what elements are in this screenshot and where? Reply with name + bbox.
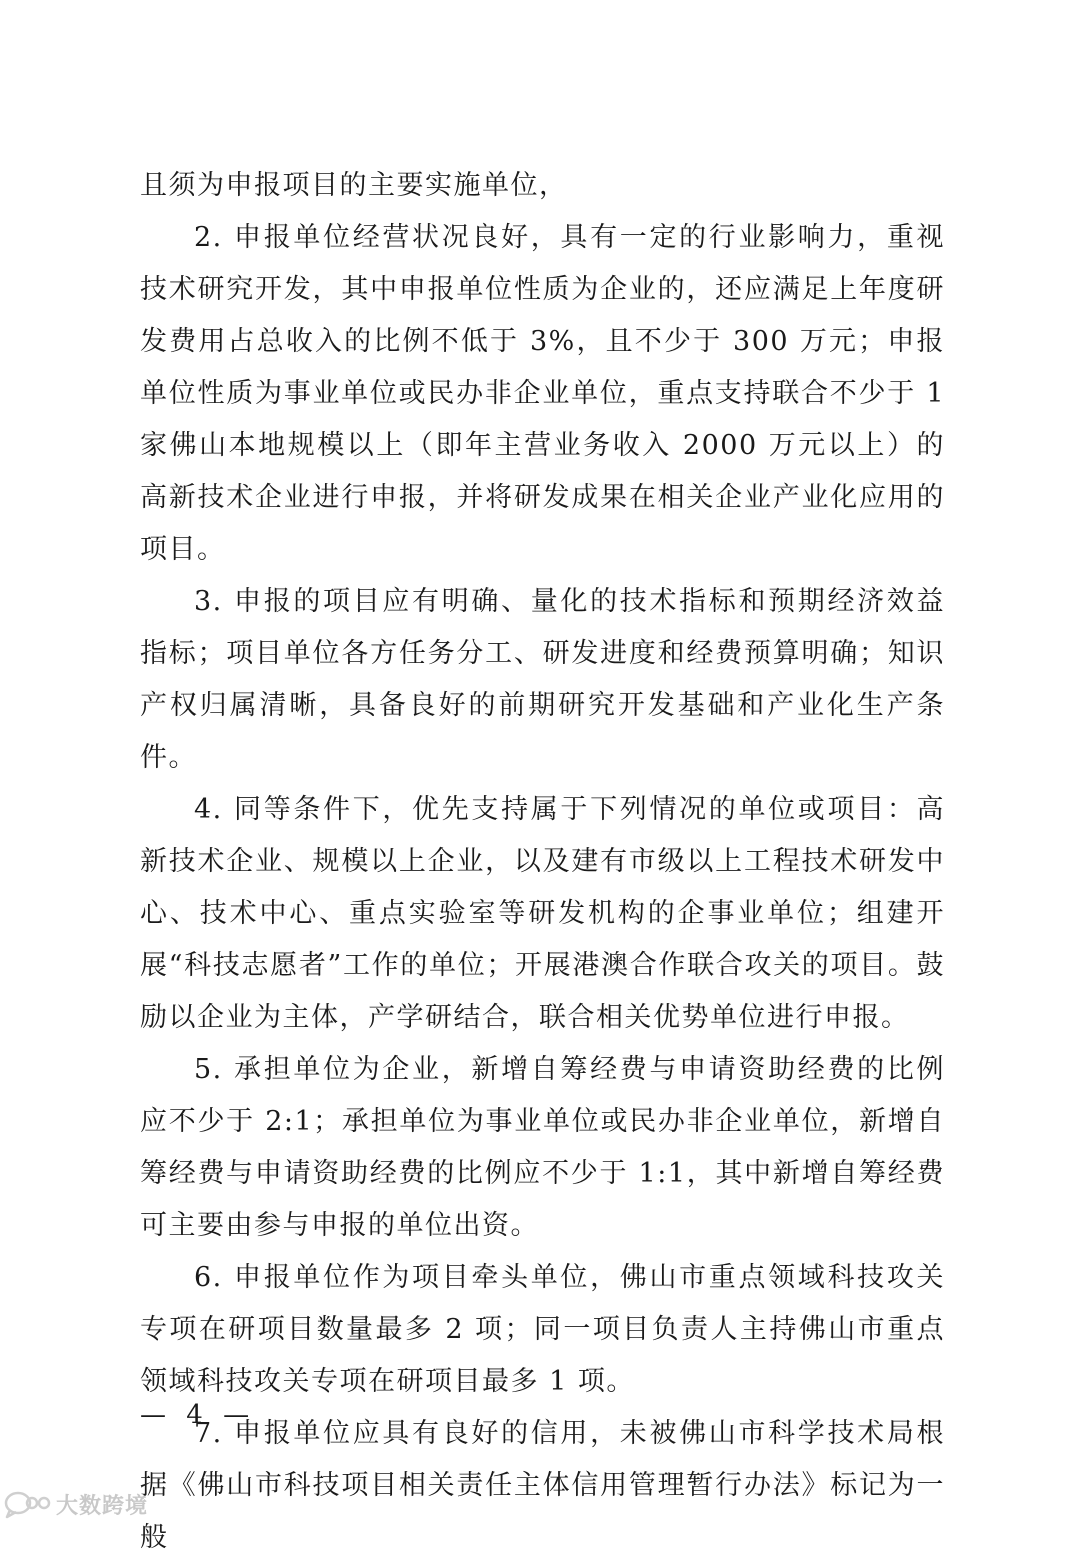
- paragraph-item-6: 6. 申报单位作为项目牵头单位，佛山市重点领域科技攻关专项在研项目数量最多 2 项；同一项目负责人主持佛山市重点领域科技攻关专项在研项目最多 1 项。: [140, 1262, 945, 1397]
- chat-bubble-logo-icon: [4, 1489, 52, 1519]
- paragraph-item-2: 2. 申报单位经营状况良好，具有一定的行业影响力，重视技术研究开发，其中申报单位性质为企业的，还应满足上年度研发费用占总收入的比例不低于 3%，且不少于 300 万元；申报单位性质为事业单位或民办非企业单位，重点支持联合不少于 1 家佛山本地规模以上（即年主营业务收入 2000 万元以上）的高新技术企业进行申报，并将研发成果在相关企业产业化应用的项目。: [140, 222, 945, 565]
- paragraph-item-5: 5. 承担单位为企业，新增自筹经费与申请资助经费的比例应不少于 2:1；承担单位为事业单位或民办非企业单位，新增自筹经费与申请资助经费的比例应不少于 1:1，其中新增自筹经费可主要由参与申报的单位出资。: [140, 1054, 945, 1241]
- paragraph-item-3: 3. 申报的项目应有明确、量化的技术指标和预期经济效益指标；项目单位各方任务分工、研发进度和经费预算明确；知识产权归属清晰，具备良好的前期研究开发基础和产业化生产条件。: [140, 586, 945, 773]
- paragraph-item-4: 4. 同等条件下，优先支持属于下列情况的单位或项目：高新技术企业、规模以上企业，以及建有市级以上工程技术研发中心、技术中心、重点实验室等研发机构的企事业单位；组建开展“科技志愿者”工作的单位；开展港澳合作联合攻关的项目。鼓励以企业为主体，产学研结合，联合相关优势单位进行申报。: [140, 794, 945, 1033]
- document-body: [140, 160, 945, 1564]
- page-number: — 4 —: [140, 1400, 256, 1430]
- watermark: [4, 1486, 148, 1522]
- paragraph-item-7: 7. 申报单位应具有良好的信用，未被佛山市科学技术局根据《佛山市科技项目相关责任主体信用管理暂行办法》标记为一般: [140, 1418, 945, 1553]
- paragraph-continuation: 且须为申报项目的主要实施单位，: [140, 170, 568, 201]
- watermark-text: 大数跨境: [56, 1493, 149, 1519]
